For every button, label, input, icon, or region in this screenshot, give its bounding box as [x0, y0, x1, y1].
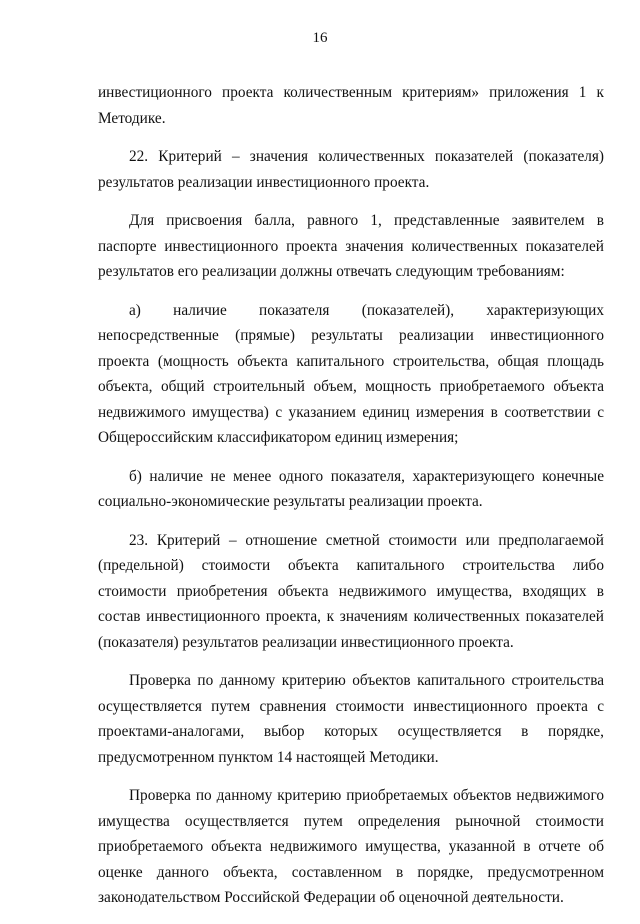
paragraph-criterion-22: 22. Критерий – значения количественных показателей (показателя) результатов реализации инвестиционного проекта.	[98, 148, 604, 191]
paragraph-score-requirements: Для присвоения балла, равного 1, представленные заявителем в паспорте инвестиционного проекта значения количественных показателей результатов его реализации должны отвечать следующим требованиям:	[98, 212, 604, 280]
paragraph-criterion-23: 23. Критерий – отношение сметной стоимости или предполагаемой (предельной) стоимости объекта капитального строительства либо стоимости приобретения объекта недвижимого имущества, входящих в состав инвестиционного проекта, к значениям количественных показателей (показателя) результатов реализации инвестиционного проекта.	[98, 531, 604, 651]
paragraph-check-real-estate: Проверка по данному критерию приобретаемых объектов недвижимого имущества осуществляется путем определения рыночной стоимости приобретаемого объекта недвижимого имущества, указанной в отчете об оценке данного объекта, составленном в порядке, предусмотренном законодательством Российской Федерации об оценочной деятельности.	[98, 787, 604, 906]
document-body	[98, 80, 604, 924]
paragraph-item-b: б) наличие не менее одного показателя, характеризующего конечные социально-экономические результаты реализации проекта.	[98, 467, 604, 510]
paragraph-item-a: а) наличие показателя (показателей), характеризующих непосредственные (прямые) результаты реализации инвестиционного проекта (мощность объекта капитального строительства, общая площадь объекта, общий строительный объем, мощность приобретаемого объекта недвижимого имущества) с указанием единиц измерения в соответствии с Общероссийским классификатором единиц измерения;	[98, 301, 604, 446]
paragraph-check-construction: Проверка по данному критерию объектов капитального строительства осуществляется путем сравнения стоимости инвестиционного проекта с проектами-аналогами, выбор которых осуществляется в порядке, предусмотренном пунктом 14 настоящей Методики.	[98, 672, 604, 766]
page-number: 16	[312, 30, 328, 46]
paragraph-continuation: инвестиционного проекта количественным критериям» приложения 1 к Методике.	[98, 84, 604, 127]
